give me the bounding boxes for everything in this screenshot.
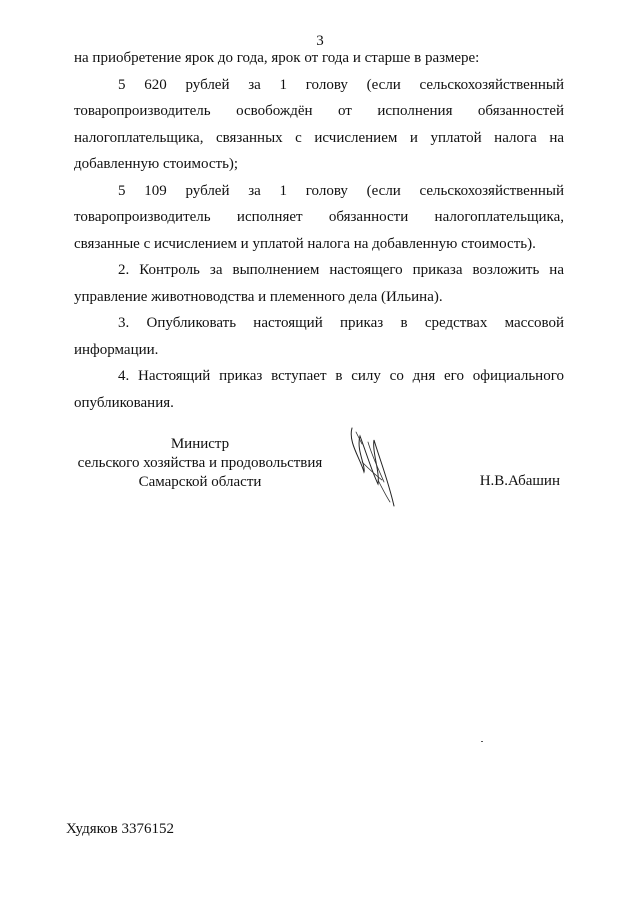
scan-mark [481,741,483,742]
signatory-title-line: сельского хозяйства и продовольствия [77,455,323,471]
page-number: 3 [316,33,324,49]
paragraph-publish: 3. Опубликовать настоящий приказ в средствах массовой информации. [74,315,564,358]
paragraph-rate-exempt: 5 620 рублей за 1 голову (если сельскохозяйственный товаропроизводитель освобождён от исполнения обязанностей налогоплательщика, связанных с исчислением и уплатой налога на добавленную стоимость); [74,76,564,172]
signer-name: Н.В.Абашин [479,473,560,489]
signatory-title-line: Самарской области [138,474,262,490]
paragraph-rate-vat: 5 109 рублей за 1 голову (если сельскохозяйственный товаропроизводитель исполняет обязанности налогоплательщика, связанные с исчислением и уплатой налога на добавленную стоимость). [74,182,564,252]
paragraph-effective: 4. Настоящий приказ вступает в силу со дня его официального опубликования. [74,368,564,411]
signatory-title-line: Министр [170,436,230,452]
executor-contact: Худяков 3376152 [66,821,174,837]
order-body [74,45,564,416]
paragraph-control: 2. Контроль за выполнением настоящего приказа возложить на управление животноводства и племенного дела (Ильина). [74,262,564,305]
handwritten-signature [338,422,414,514]
signatory-title [60,435,340,492]
paragraph-intro: на приобретение ярок до года, ярок от года и старше в размере: [74,50,480,66]
